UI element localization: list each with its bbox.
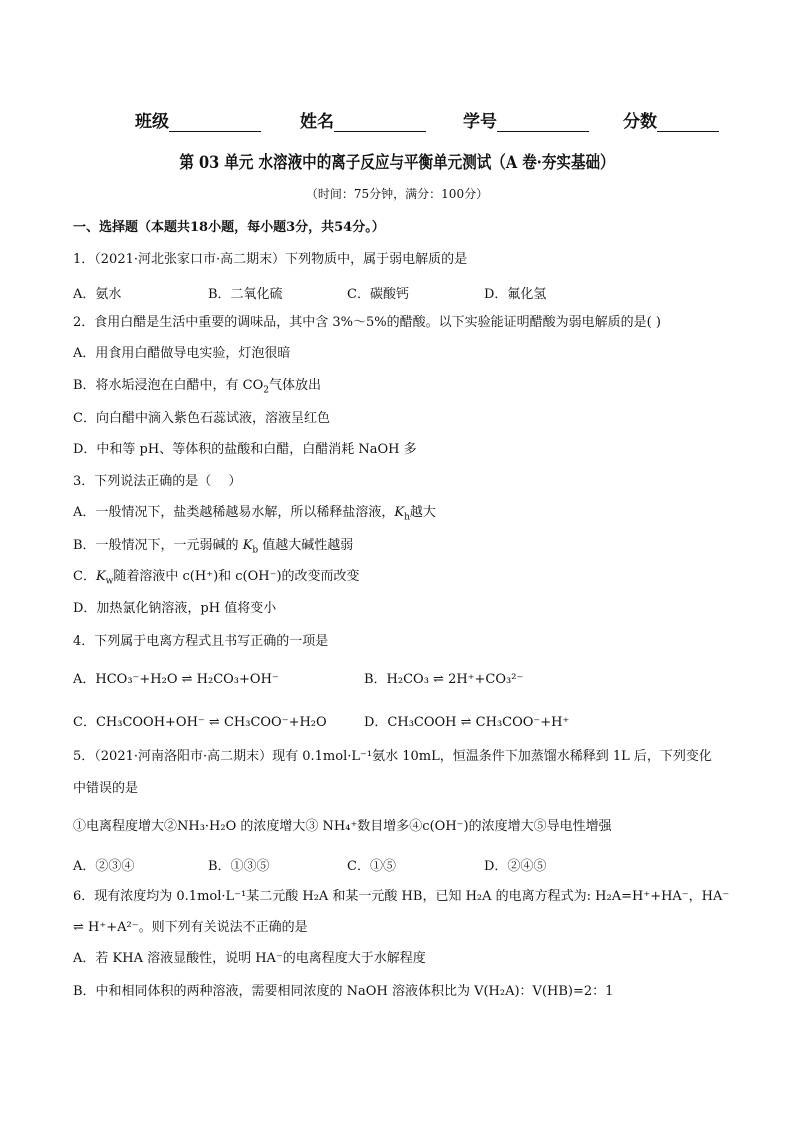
student-id-field[interactable]	[463, 107, 589, 132]
q1-option-b[interactable]: B．二氧化硫	[208, 287, 283, 302]
name-label: 姓名	[300, 112, 334, 132]
q3-option-c[interactable]	[73, 568, 360, 586]
q1-option-c[interactable]: C．碳酸钙	[347, 287, 409, 302]
q3-c-k-subscript: w	[105, 576, 114, 587]
q3-a-k: K	[394, 505, 405, 520]
student-id-blank[interactable]	[497, 115, 589, 132]
q2-b-subscript: 2	[263, 385, 270, 396]
q2-stem: 2．食用白醋是生活中重要的调味品，其中含 3%～5%的醋酸。以下实验能证明醋酸为弱电解质的是( )	[73, 315, 661, 330]
q3-b-k: K	[242, 538, 253, 553]
name-blank[interactable]	[334, 115, 426, 132]
q5-option-d[interactable]: D．②④⑤	[484, 859, 547, 874]
q4-option-a[interactable]: A．HCO₃⁻+H₂O ⇌ H₂CO₃+OH⁻	[73, 672, 279, 687]
q2-option-d[interactable]: D．中和等 pH、等体积的盐酸和白醋，白醋消耗 NaOH 多	[73, 442, 417, 457]
q4-option-d[interactable]: D．CH₃COOH ⇌ CH₃COO⁻+H⁺	[364, 715, 570, 730]
q3-option-d[interactable]: D．加热氯化钠溶液，pH 值将变小	[73, 601, 277, 616]
q2-option-c[interactable]: C．向白醋中滴入紫色石蕊试液，溶液呈红色	[73, 411, 330, 426]
q5-statements: ①电离程度增大②NH₃·H₂O 的浓度增大③ NH₄⁺数目增多④c(OH⁻)的浓度增大⑤导电性增强	[73, 819, 612, 834]
score-label: 分数	[623, 112, 657, 132]
q5-option-b[interactable]: B．①③⑤	[208, 859, 270, 874]
q2-option-b[interactable]	[73, 377, 321, 395]
q4-option-b[interactable]: B．H₂CO₃ ⇌ 2H⁺+CO₃²⁻	[364, 672, 524, 687]
q3-c-k: K	[95, 569, 106, 584]
exam-info: （时间：75分钟，满分：100分）	[305, 187, 489, 201]
student-id-label: 学号	[463, 112, 497, 132]
class-blank[interactable]	[169, 115, 261, 132]
q6-stem-line1: 6．现有浓度均为 0.1mol·L⁻¹某二元酸 H₂A 和某一元酸 HB，已知 H₂A 的电离方程式为: H₂A=H⁺+HA⁻，HA⁻	[73, 889, 730, 904]
q1-option-d[interactable]: D．氟化氢	[484, 287, 547, 302]
q3-a-text-end: 越大	[409, 505, 436, 520]
q6-option-a[interactable]: A．若 KHA 溶液显酸性，说明 HA⁻的电离程度大于水解程度	[73, 951, 426, 966]
q2-b-text-end: 气体放出	[269, 378, 322, 393]
q3-a-text: A．一般情况下，盐类越稀越易水解，所以稀释盐溶液，	[73, 505, 395, 520]
exam-title: 第 03 单元 水溶液中的离子反应与平衡单元测试（A 卷·夯实基础）	[179, 153, 615, 173]
section-heading: 一、选择题（本题共18小题，每小题3分，共54分。）	[73, 220, 385, 235]
q5-stem-line2: 中错误的是	[73, 781, 139, 796]
q3-stem: 3．下列说法正确的是（ ）	[73, 474, 242, 489]
name-field[interactable]	[300, 107, 426, 132]
q5-option-c[interactable]: C．①⑤	[347, 859, 396, 874]
score-blank[interactable]	[657, 115, 719, 132]
q1-stem: 1．（2021·河北张家口市·高二期末）下列物质中，属于弱电解质的是	[73, 252, 468, 267]
q3-option-a[interactable]	[73, 504, 436, 522]
q1-option-a[interactable]: A．氨水	[73, 287, 122, 302]
q3-c-text-end: 随着溶液中 c(H⁺)和 c(OH⁻)的改变而改变	[113, 569, 360, 584]
q6-option-b[interactable]: B．中和相同体积的两种溶液，需要相同浓度的 NaOH 溶液体积比为 V(H₂A)：V(HB)=2：1	[73, 984, 614, 999]
q2-b-text: B．将水垢浸泡在白醋中，有 CO	[73, 378, 264, 393]
q5-stem-line1: 5．（2021·河南洛阳市·高二期末）现有 0.1mol·L⁻¹氨水 10mL，恒温条件下加蒸馏水稀释到 1L 后，下列变化	[73, 749, 712, 764]
q3-b-text-end: 值越大碱性越弱	[258, 538, 354, 553]
q3-b-text: B．一般情况下，一元弱碱的	[73, 538, 243, 553]
q3-b-k-subscript: b	[252, 545, 259, 556]
q5-option-a[interactable]: A．②③④	[73, 859, 135, 874]
q4-option-c[interactable]: C．CH₃COOH+OH⁻ ⇌ CH₃COO⁻+H₂O	[73, 715, 327, 730]
class-label: 班级	[135, 112, 169, 132]
q4-stem: 4．下列属于电离方程式且书写正确的一项是	[73, 634, 329, 649]
q3-c-prefix: C．	[73, 569, 96, 584]
q3-option-b[interactable]	[73, 537, 353, 555]
q3-a-k-subscript: h	[404, 512, 410, 523]
class-field[interactable]	[135, 107, 261, 132]
score-field[interactable]	[623, 107, 719, 132]
q6-stem-line2: ⇌ H⁺+A²⁻。则下列有关说法不正确的是	[73, 920, 308, 935]
q2-option-a[interactable]: A．用食用白醋做导电实验，灯泡很暗	[73, 346, 291, 361]
